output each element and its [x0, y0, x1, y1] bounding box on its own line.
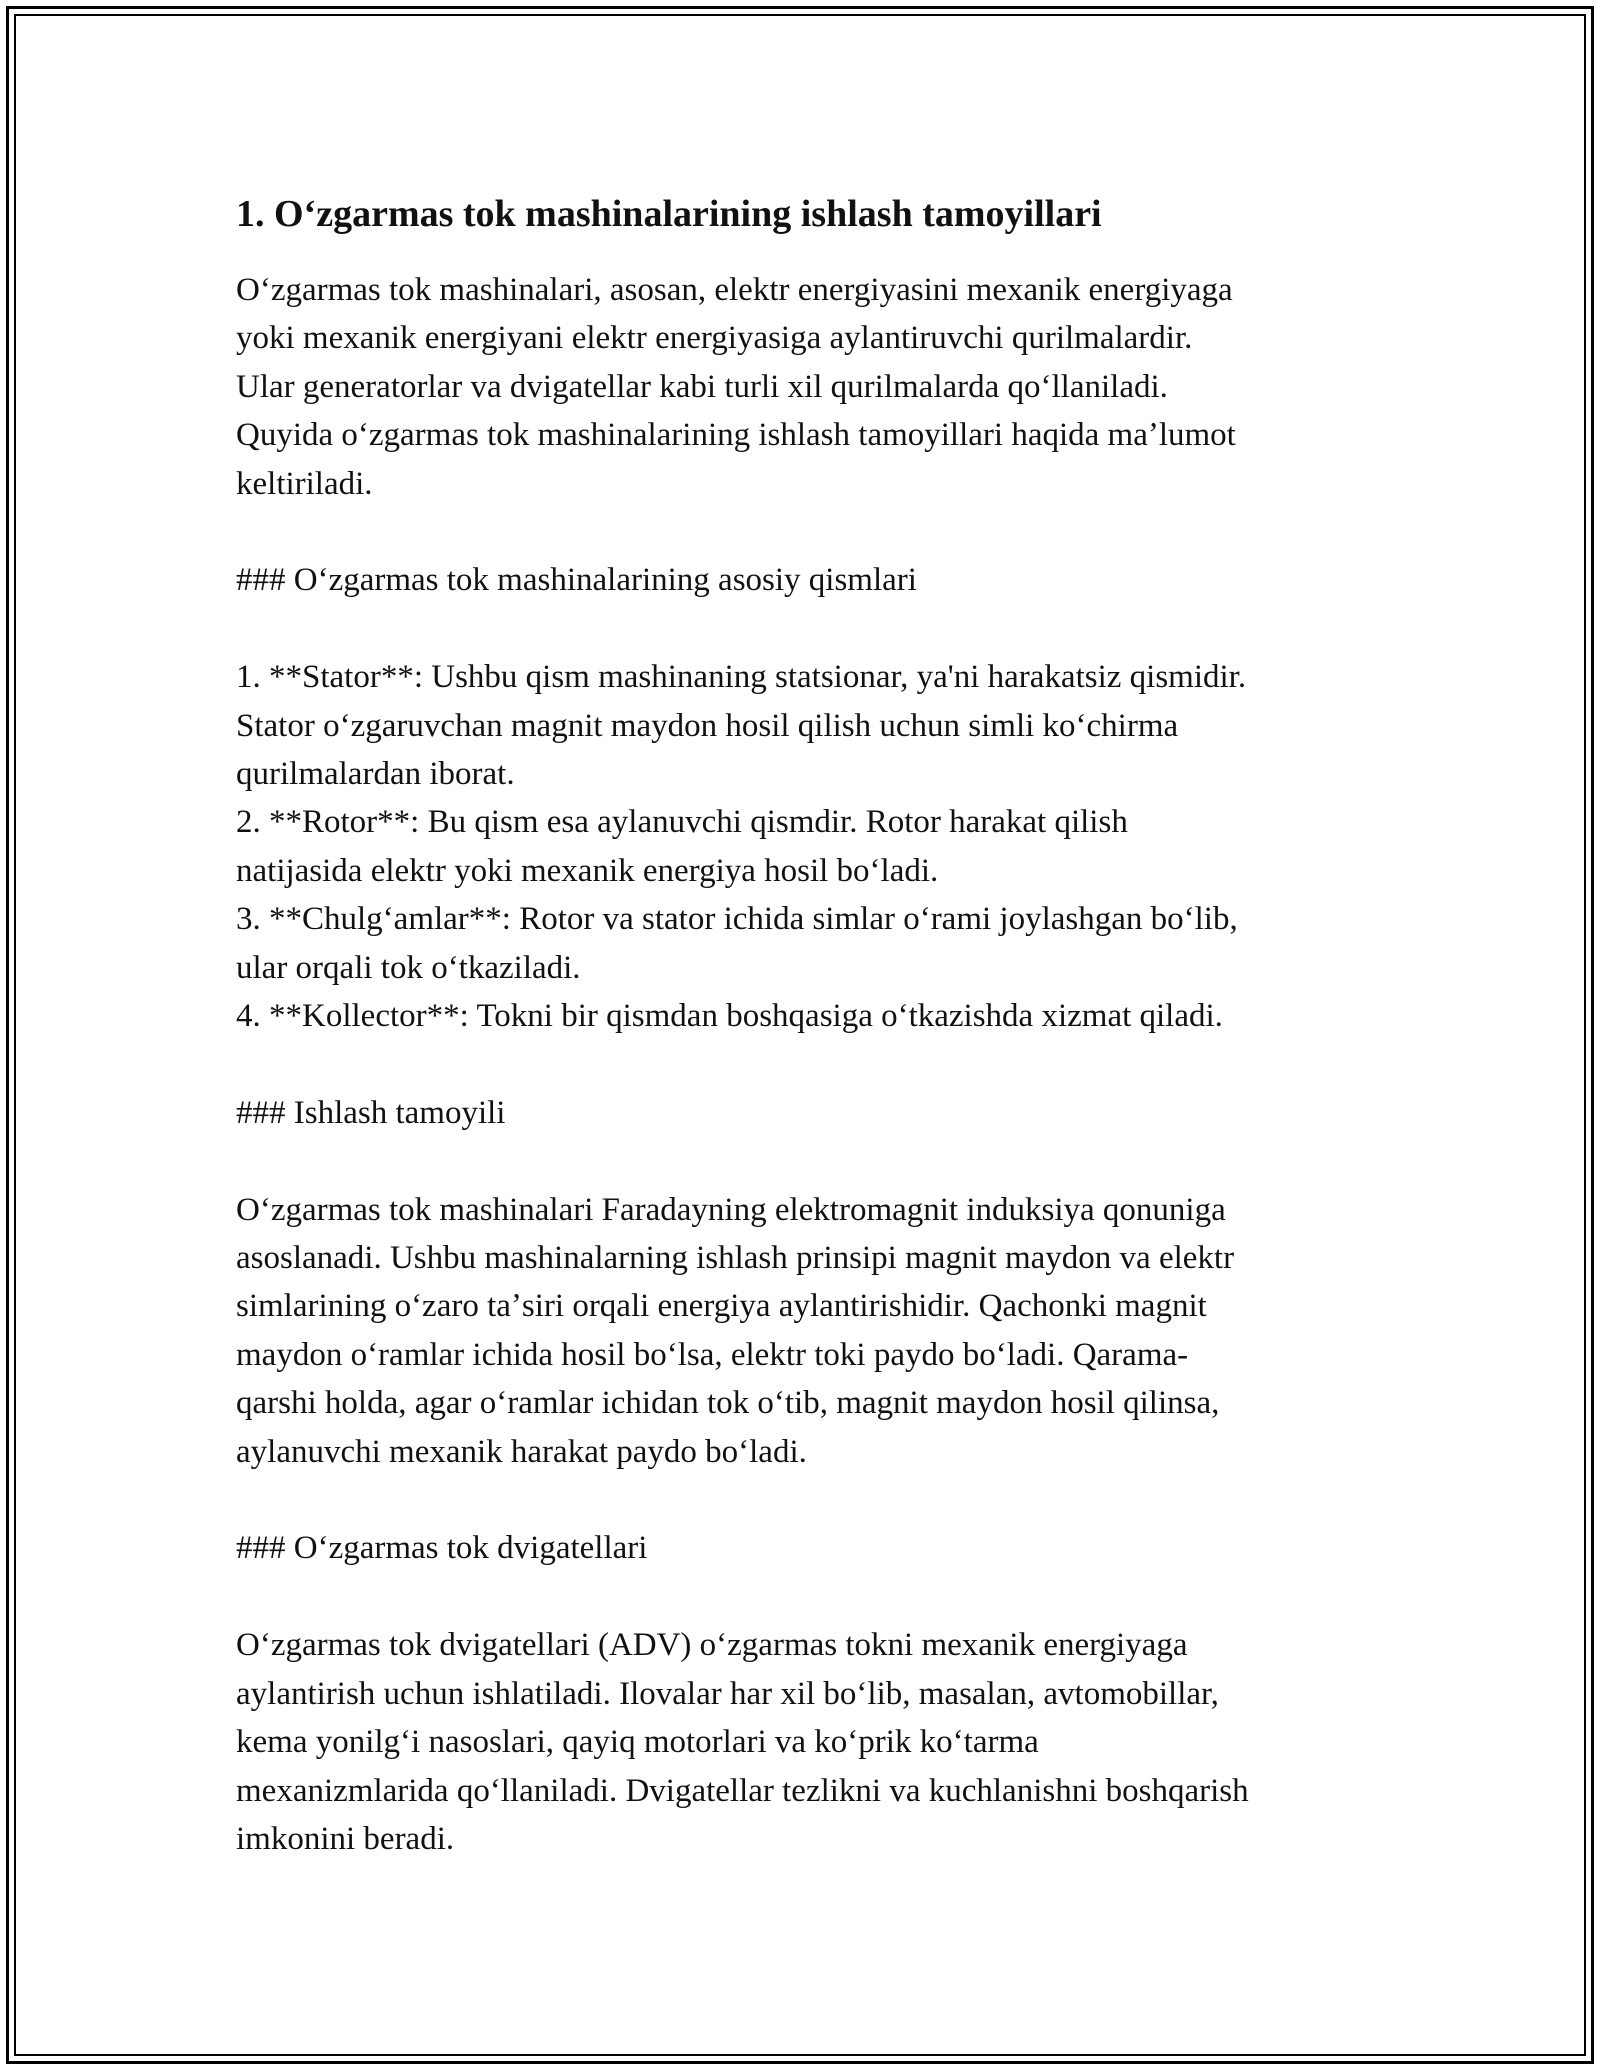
text-line: Quyida oʻzgarmas tok mashinalarining ishlash tamoyillari haqida maʼlumot	[236, 417, 1236, 454]
section-heading-parts	[236, 556, 1376, 604]
text-line: Oʻzgarmas tok mashinalari, asosan, elektr energiyasini mexanik energiyaga	[236, 272, 1233, 308]
blank-line	[236, 1137, 1376, 1185]
text-line: aylantirish uchun ishlatiladi. Ilovalar har xil boʻlib, masalan, avtomobillar,	[236, 1675, 1219, 1712]
principle-paragraph	[236, 1186, 1376, 1476]
section-heading-text: ### Ishlash tamoyili	[236, 1094, 506, 1131]
list-item-line: qurilmalardan iborat.	[236, 756, 515, 793]
motors-paragraph	[236, 1621, 1376, 1863]
blank-line	[236, 1040, 1376, 1088]
list-item-line: 4. **Kollector**: Tokni bir qismdan boshqasiga oʻtkazishda xizmat qiladi.	[236, 998, 1223, 1035]
list-item-line: Stator oʻzgaruvchan magnit maydon hosil qilish uchun simli koʻchirma	[236, 707, 1179, 744]
section-heading-principle	[236, 1089, 1376, 1137]
text-line: maydon oʻramlar ichida hosil boʻlsa, elektr toki paydo boʻladi. Qarama-	[236, 1336, 1189, 1373]
text-line: yoki mexanik energiyani elektr energiyasiga aylantiruvchi qurilmalardir.	[236, 320, 1193, 357]
list-item-line: natijasida elektr yoki mexanik energiya hosil boʻladi.	[236, 852, 939, 889]
list-item-line: 2. **Rotor**: Bu qism esa aylanuvchi qismdir. Rotor harakat qilish	[236, 804, 1128, 841]
text-line: simlarining oʻzaro taʼsiri orqali energiya aylantirishidir. Qachonki magnit	[236, 1288, 1207, 1325]
section-heading-text: ### Oʻzgarmas tok mashinalarining asosiy qismlari	[236, 562, 917, 599]
document-title: 1. Oʻzgarmas tok mashinalarining ishlash tamoyillari	[236, 193, 1102, 235]
text-line: mexanizmlarida qoʻllaniladi. Dvigatellar tezlikni va kuchlanishni boshqarish	[236, 1772, 1249, 1809]
list-item-line: 3. **Chulgʻamlar**: Rotor va stator ichida simlar oʻrami joylashgan boʻlib,	[236, 901, 1238, 938]
text-line: qarshi holda, agar oʻramlar ichidan tok oʻtib, magnit maydon hosil qilinsa,	[236, 1385, 1220, 1422]
text-line: kema yonilgʻi nasoslari, qayiq motorlari va koʻprik koʻtarma	[236, 1724, 1039, 1761]
text-line: Oʻzgarmas tok mashinalari Faradayning elektromagnit induksiya qonuniga	[236, 1191, 1226, 1228]
blank-line	[236, 508, 1376, 556]
list-item-line: ular orqali tok oʻtkaziladi.	[236, 949, 581, 986]
document-body	[236, 188, 1376, 1863]
text-line: keltiriladi.	[236, 465, 373, 502]
blank-line	[236, 605, 1376, 653]
text-line: Oʻzgarmas tok dvigatellari (ADV) oʻzgarmas tokni mexanik energiyaga	[236, 1627, 1188, 1664]
list-item-line: 1. **Stator**: Ushbu qism mashinaning statsionar, ya'ni harakatsiz qismidir.	[236, 659, 1247, 696]
text-line: imkonini beradi.	[236, 1820, 455, 1857]
blank-line	[236, 1476, 1376, 1524]
text-line: aylanuvchi mexanik harakat paydo boʻladi.	[236, 1433, 807, 1470]
blank-line	[236, 1573, 1376, 1621]
section-heading-motors	[236, 1524, 1376, 1572]
intro-paragraph	[236, 266, 1376, 508]
text-line: asoslanadi. Ushbu mashinalarning ishlash prinsipi magnit maydon va elektr	[236, 1240, 1235, 1277]
section-heading-text: ### Oʻzgarmas tok dvigatellari	[236, 1530, 648, 1567]
text-line: Ular generatorlar va dvigatellar kabi turli xil qurilmalarda qoʻllaniladi.	[236, 368, 1168, 405]
parts-list	[236, 653, 1376, 1040]
